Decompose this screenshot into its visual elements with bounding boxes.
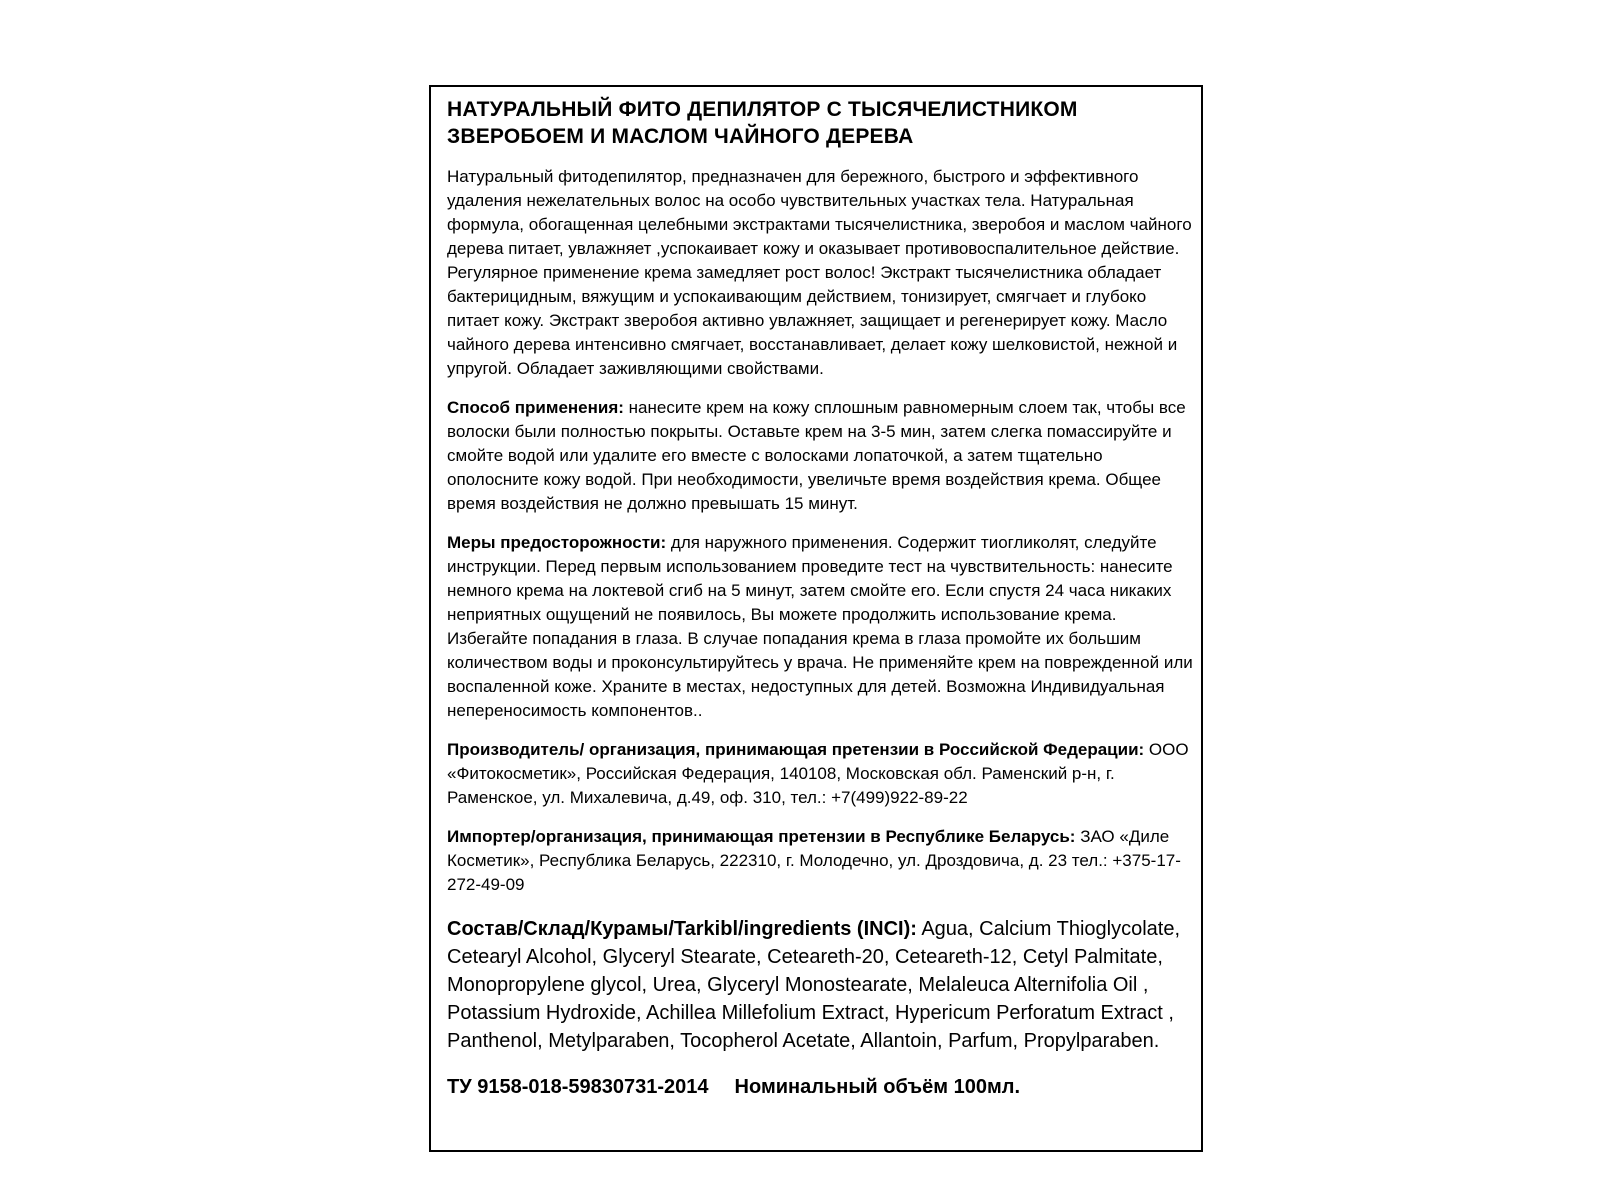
importer-paragraph: [447, 825, 1196, 897]
description-paragraph: [447, 165, 1196, 381]
manufacturer-paragraph: [447, 738, 1196, 810]
usage-paragraph: [447, 396, 1196, 516]
ingredients-paragraph: [447, 915, 1196, 1055]
precautions-label: Меры предосторожности:: [447, 533, 667, 552]
usage-label: Способ применения:: [447, 398, 624, 417]
description-text: Натуральный фитодепилятор, предназначен для бережного, быстрого и эффективного удаления нежелательных волос на особо чувствительных участках тела. Натуральная формула, обогащенная целебными экстрактами тысячелистника, зверобоя и маслом чайного дерева питает, увлажняет ,успокаивает кожу и оказывает противовоспалительное действие. Регулярное применение крема замедляет рост волос! Экстракт тысячелистника обладает бактерицидным, вяжущим и успокаивающим действием, тонизирует, смягчает и глубоко питает кожу. Экстракт зверобоя активно увлажняет, защищает и регенерирует кожу. Масло чайного дерева интенсивно смягчает, восстанавливает, делает кожу шелковистой, нежной и упругой. Обладает заживляющими свойствами.: [447, 167, 1192, 378]
ingredients-text: Agua, Calcium Thioglycolate, Cetearyl Alcohol, Glyceryl Stearate, Ceteareth-20, Ceteareth-12, Cetyl Palmitate, Monopropylene glycol, Urea, Glyceryl Monostearate, Melaleuca Alternifolia Oil , Potassium Hydroxide, Achillea Millefolium Extract, Hypericum Perforatum Extract , Panthenol, Metylparaben, Tocopherol Acetate, Allantoin, Parfum, Propylparaben.: [447, 918, 1180, 1052]
usage-text: нанесите крем на кожу сплошным равномерным слоем так, чтобы все волоски были полностью покрыты. Оставьте крем на 3-5 мин, затем слегка помассируйте и смойте водой или удалите его вместе с волосками лопаточкой, а затем тщательно ополосните кожу водой. При необходимости, увеличьте время воздействия крема. Общее время воздействия не должно превышать 15 минут.: [447, 398, 1186, 513]
product-title: НАТУРАЛЬНЫЙ ФИТО ДЕПИЛЯТОР С ТЫСЯЧЕЛИСТНИКОМ ЗВЕРОБОЕМ И МАСЛОМ ЧАЙНОГО ДЕРЕВА: [447, 98, 1078, 148]
product-label-document: [429, 85, 1203, 1152]
importer-text: ЗАО «Диле Косметик», Республика Беларусь, 222310, г. Молодечно, ул. Дроздовича, д. 23 тел.: +375-17-272-49-09: [447, 827, 1181, 894]
manufacturer-label: Производитель/ организация, принимающая претензии в Российской Федерации:: [447, 740, 1145, 759]
precautions-paragraph: [447, 531, 1196, 723]
manufacturer-text: ООО «Фитокосметик», Российская Федерация, 140108, Московская обл. Раменский р-н, г. Раменское, ул. Михалевича, д.49, оф. 310, тел.: +7(499)922-89-22: [447, 740, 1189, 807]
footer-line: [447, 1073, 1196, 1101]
precautions-text: для наружного применения. Содержит тиогликолят, следуйте инструкции. Перед первым использованием проведите тест на чувствительность: нанесите немного крема на локтевой сгиб на 5 минут, затем смойте его. Если спустя 24 часа никаких неприятных ощущений не появилось, Вы можете продолжить использование крема. Избегайте попадания в глаза. В случае попадания крема в глаза промойте их большим количеством воды и проконсультируйтесь у врача. Не применяйте крем на поврежденной или воспаленной коже. Храните в местах, недоступных для детей. Возможна Индивидуальная непереносимость компонентов..: [447, 533, 1193, 720]
tu-standard-number: ТУ 9158-018-59830731-2014: [447, 1076, 709, 1098]
ingredients-label: Состав/Склад/Курамы/Tarkibl/ingredients (INCI):: [447, 918, 917, 940]
importer-label: Импортер/организация, принимающая претензии в Республике Беларусь:: [447, 827, 1076, 846]
nominal-volume: Номинальный объём 100мл.: [734, 1076, 1021, 1098]
